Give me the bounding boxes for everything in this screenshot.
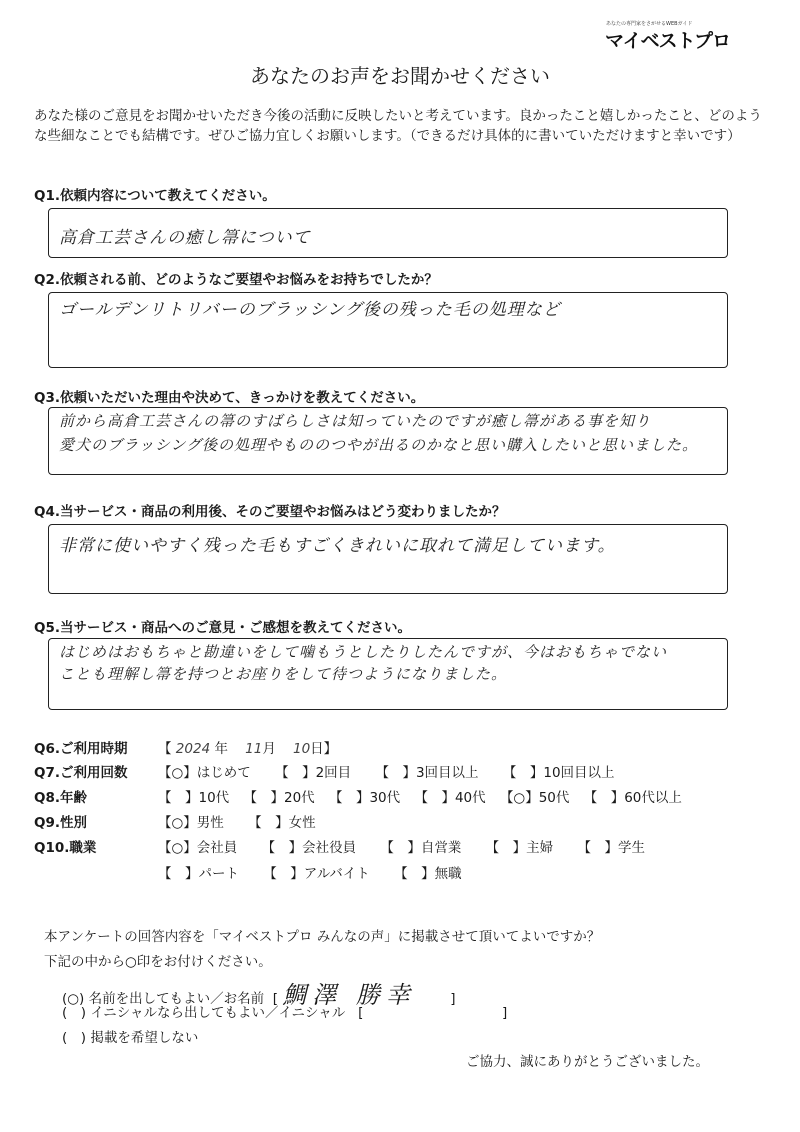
q9-options — [158, 811, 336, 831]
q7-label: Q7.ご利用回数 — [34, 765, 128, 781]
q8-option[interactable]: 【 】20代 — [243, 790, 315, 806]
q8-option[interactable]: 【○】50代 — [499, 790, 570, 806]
q3-label: Q3.依頼いただいた理由や決めて、きっかけを教えてください。 — [34, 390, 425, 406]
q7-option[interactable]: 【○】はじめて — [158, 765, 251, 781]
q8-option[interactable]: 【 】40代 — [414, 790, 486, 806]
q3-answer-box — [48, 407, 728, 475]
q10-option[interactable]: 【 】学生 — [577, 840, 645, 856]
q5-answer-box — [48, 638, 728, 710]
q4-answer-box — [48, 524, 728, 594]
thanks-text: ご協力、誠にありがとうございました。 — [466, 1054, 709, 1070]
q9-option[interactable]: 【 】女性 — [248, 815, 316, 831]
q10-option[interactable]: 【 】アルバイト — [263, 866, 370, 882]
consent-question: 本アンケートの回答内容を「マイベストプロ みんなの声」に掲載させて頂いてよいですか？ — [44, 929, 601, 945]
intro-text: あなた様のご意見をお聞かせいただき今後の活動に反映したいと考えています。良かったこと嬉しかったこと、どのような些細なことでも結構です。ぜひご協力宜しくお願いします。（できるだけ具体的に書いていただけますと幸いです） — [34, 108, 762, 144]
q10-options-2 — [158, 862, 482, 882]
q8-option[interactable]: 【 】10代 — [158, 790, 230, 806]
q2-label: Q2.依頼される前、どのようなご要望やお悩みをお持ちでしたか？ — [34, 272, 438, 288]
logo-tagline: あなたの専門家をさがせるWEBガイド — [606, 21, 693, 27]
logo: マイベストプロ — [605, 30, 731, 52]
q6-date — [158, 737, 337, 757]
year-value: 2024 — [175, 741, 211, 757]
q10-options — [158, 836, 665, 856]
q5-answer-line: はじめはおもちゃと勘違いをして噛もうとしたりしたんですが、今はおもちゃでない — [59, 643, 668, 661]
month-unit: 月 — [262, 741, 276, 757]
q7-option[interactable]: 【 】10回目以上 — [502, 765, 615, 781]
q6-label: Q6.ご利用時期 — [34, 741, 128, 757]
q9-option[interactable]: 【○】男性 — [158, 815, 224, 831]
year-unit: 年 — [214, 741, 228, 757]
q3-answer-line: 愛犬のブラッシング後の処理やもののつやが出るのかなと思い購入したいと思いました。 — [59, 436, 699, 454]
q7-options — [158, 761, 635, 781]
q8-label: Q8.年齢 — [34, 790, 87, 806]
consent-instruction: 下記の中から○印をお付けください。 — [44, 954, 272, 970]
q10-option[interactable]: 【 】自営業 — [380, 840, 462, 856]
q10-option[interactable]: 【 】パート — [158, 866, 239, 882]
q10-label: Q10.職業 — [34, 840, 97, 856]
q5-label: Q5.当サービス・商品へのご意見・ご感想を教えてください。 — [34, 620, 411, 636]
q7-option[interactable]: 【 】2回目 — [275, 765, 352, 781]
bracket: 【 — [158, 741, 172, 757]
month-value: 11 — [245, 741, 263, 757]
q10-option[interactable]: 【 】主婦 — [485, 840, 554, 856]
q10-option[interactable]: 【 】会社役員 — [261, 840, 357, 856]
consent-option-name[interactable]: (○) 名前を出してもよい／お名前 [ 鯛澤 勝幸 ] — [62, 981, 456, 1009]
q10-option[interactable]: 【○】会社員 — [158, 840, 238, 856]
q9-label: Q9.性別 — [34, 815, 87, 831]
q8-options — [158, 786, 682, 806]
q4-answer-line: 非常に使いやすく残った毛もすごくきれいに取れて満足しています。 — [59, 536, 616, 556]
consent-option-decline[interactable]: ( ) 掲載を希望しない — [62, 1030, 199, 1046]
q4-label: Q4.当サービス・商品の利用後、そのご要望やお悩みはどう変わりましたか？ — [34, 504, 506, 520]
q3-answer-line: 前から高倉工芸さんの箒のすばらしさは知っていたのですが癒し箒がある事を知り — [59, 412, 652, 430]
q1-answer-box — [48, 208, 728, 258]
q5-answer-line: ことも理解し箒を持つとお座りをして待つようになりました。 — [59, 665, 508, 683]
day-value: 10 — [292, 741, 311, 757]
name-signature: 鯛澤 勝幸 — [282, 981, 416, 1009]
q1-answer-line: 高倉工芸さんの癒し箒について — [59, 228, 311, 248]
q10-option[interactable]: 【 】無職 — [394, 866, 462, 882]
page-title: あなたのお声をお聞かせください — [250, 64, 550, 88]
q2-answer-line: ゴールデンリトリバーのブラッシング後の残った毛の処理など — [59, 300, 561, 320]
q7-option[interactable]: 【 】3回目以上 — [375, 765, 479, 781]
day-unit: 日】 — [310, 741, 338, 757]
q1-label: Q1.依頼内容について教えてください。 — [34, 188, 276, 204]
q8-option[interactable]: 【 】60代以上 — [583, 790, 682, 806]
consent-option-initial[interactable]: ( ) イニシャルなら出してもよい／イニシャル [ ] — [62, 1005, 508, 1021]
q8-option[interactable]: 【 】30代 — [328, 790, 401, 806]
q2-answer-box — [48, 292, 728, 368]
